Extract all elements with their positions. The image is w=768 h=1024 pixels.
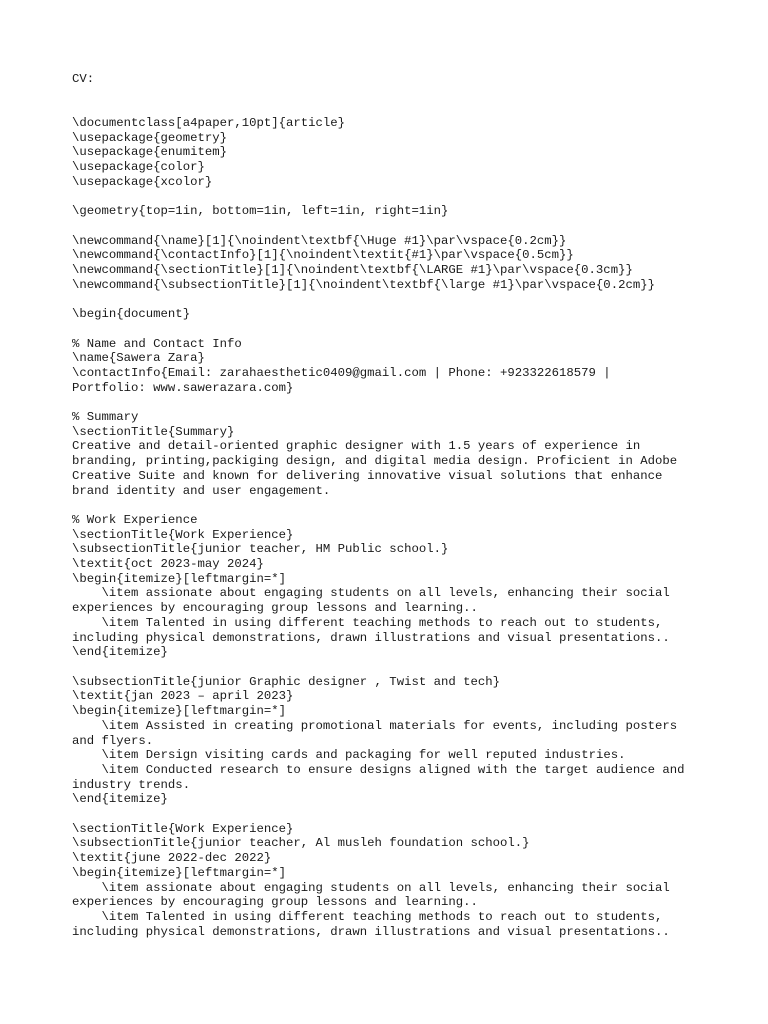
text-line: experiences by encouraging group lessons and learning..	[72, 895, 478, 910]
text-line: \subsectionTitle{junior Graphic designer , Twist and tech}	[72, 674, 501, 689]
text-line: experiences by encouraging group lessons and learning..	[72, 601, 478, 616]
text-line: brand identity and user engagement.	[72, 483, 331, 498]
text-line	[72, 101, 732, 116]
text-line	[72, 322, 732, 337]
text-line: Creative and detail-oriented graphic designer with 1.5 years of experience in	[72, 439, 641, 454]
text-line: \item Talented in using different teaching methods to reach out to students,	[72, 615, 663, 630]
text-line: including physical demonstrations, drawn illustrations and visual presentations..	[72, 630, 670, 645]
text-line: \item Assisted in creating promotional materials for events, including posters	[72, 718, 678, 733]
text-line: % Name and Contact Info	[72, 336, 242, 351]
text-line: \textit{june 2022-dec 2022}	[72, 851, 272, 866]
text-line: % Work Experience	[72, 512, 198, 527]
text-line: Creative Suite and known for delivering innovative visual solutions that enhance	[72, 468, 663, 483]
text-line: \item Dersign visiting cards and packaging for well reputed industries.	[72, 748, 626, 763]
text-line	[72, 660, 732, 675]
text-line: industry trends.	[72, 777, 191, 792]
text-line	[72, 498, 732, 513]
text-line	[72, 292, 732, 307]
text-line: \sectionTitle{Summary}	[72, 424, 235, 439]
text-line: \item Conducted research to ensure designs aligned with the target audience and	[72, 762, 685, 777]
text-line: \newcommand{\contactInfo}[1]{\noindent\textit{#1}\par\vspace{0.5cm}}	[72, 248, 574, 263]
text-line: Portfolio: www.sawerazara.com}	[72, 380, 294, 395]
text-line: \begin{itemize}[leftmargin=*]	[72, 865, 287, 880]
text-line: \documentclass[a4paper,10pt]{article}	[72, 116, 346, 131]
text-line	[72, 190, 732, 205]
text-line: \begin{itemize}[leftmargin=*]	[72, 571, 287, 586]
text-line: \contactInfo{Email: zarahaesthetic0409@gmail.com | Phone: +923322618579 |	[72, 365, 611, 380]
text-line: \item assionate about engaging students on all levels, enhancing their social	[72, 880, 670, 895]
text-line: \end{itemize}	[72, 645, 168, 660]
text-line: \usepackage{enumitem}	[72, 145, 227, 160]
text-line: \item assionate about engaging students on all levels, enhancing their social	[72, 586, 670, 601]
text-line	[72, 807, 732, 822]
text-line: \name{Sawera Zara}	[72, 351, 205, 366]
text-line: \begin{document}	[72, 307, 191, 322]
text-line: \textit{oct 2023-may 2024}	[72, 557, 264, 572]
text-line: CV:	[72, 72, 95, 86]
text-line: \usepackage{xcolor}	[72, 174, 213, 189]
text-line: \usepackage{color}	[72, 160, 205, 175]
text-line: including physical demonstrations, drawn illustrations and visual presentations..	[72, 924, 670, 939]
text-line: \end{itemize}	[72, 792, 168, 807]
text-line	[72, 395, 732, 410]
text-line: \geometry{top=1in, bottom=1in, left=1in, right=1in}	[72, 204, 449, 219]
text-line: \item Talented in using different teaching methods to reach out to students,	[72, 909, 663, 924]
text-line: \sectionTitle{Work Experience}	[72, 821, 294, 836]
text-line: and flyers.	[72, 733, 154, 748]
text-line: \newcommand{\subsectionTitle}[1]{\noindent\textbf{\large #1}\par\vspace{0.2cm}}	[72, 277, 655, 292]
text-line: \newcommand{\name}[1]{\noindent\textbf{\Huge #1}\par\vspace{0.2cm}}	[72, 233, 567, 248]
text-line: \begin{itemize}[leftmargin=*]	[72, 704, 287, 719]
text-line: \subsectionTitle{junior teacher, HM Public school.}	[72, 542, 449, 557]
text-line: \newcommand{\sectionTitle}[1]{\noindent\textbf{\LARGE #1}\par\vspace{0.3cm}}	[72, 263, 633, 278]
text-line	[72, 87, 732, 102]
text-line: \textit{jan 2023 – april 2023}	[72, 689, 294, 704]
text-line: \sectionTitle{Work Experience}	[72, 527, 294, 542]
text-line: \usepackage{geometry}	[72, 130, 227, 145]
latex-source-text	[72, 72, 732, 939]
text-line: \subsectionTitle{junior teacher, Al musleh foundation school.}	[72, 836, 530, 851]
text-line: branding, printing,packiging design, and digital media design. Proficient in Adobe	[72, 454, 678, 469]
text-line: % Summary	[72, 410, 139, 425]
text-line	[72, 219, 732, 234]
